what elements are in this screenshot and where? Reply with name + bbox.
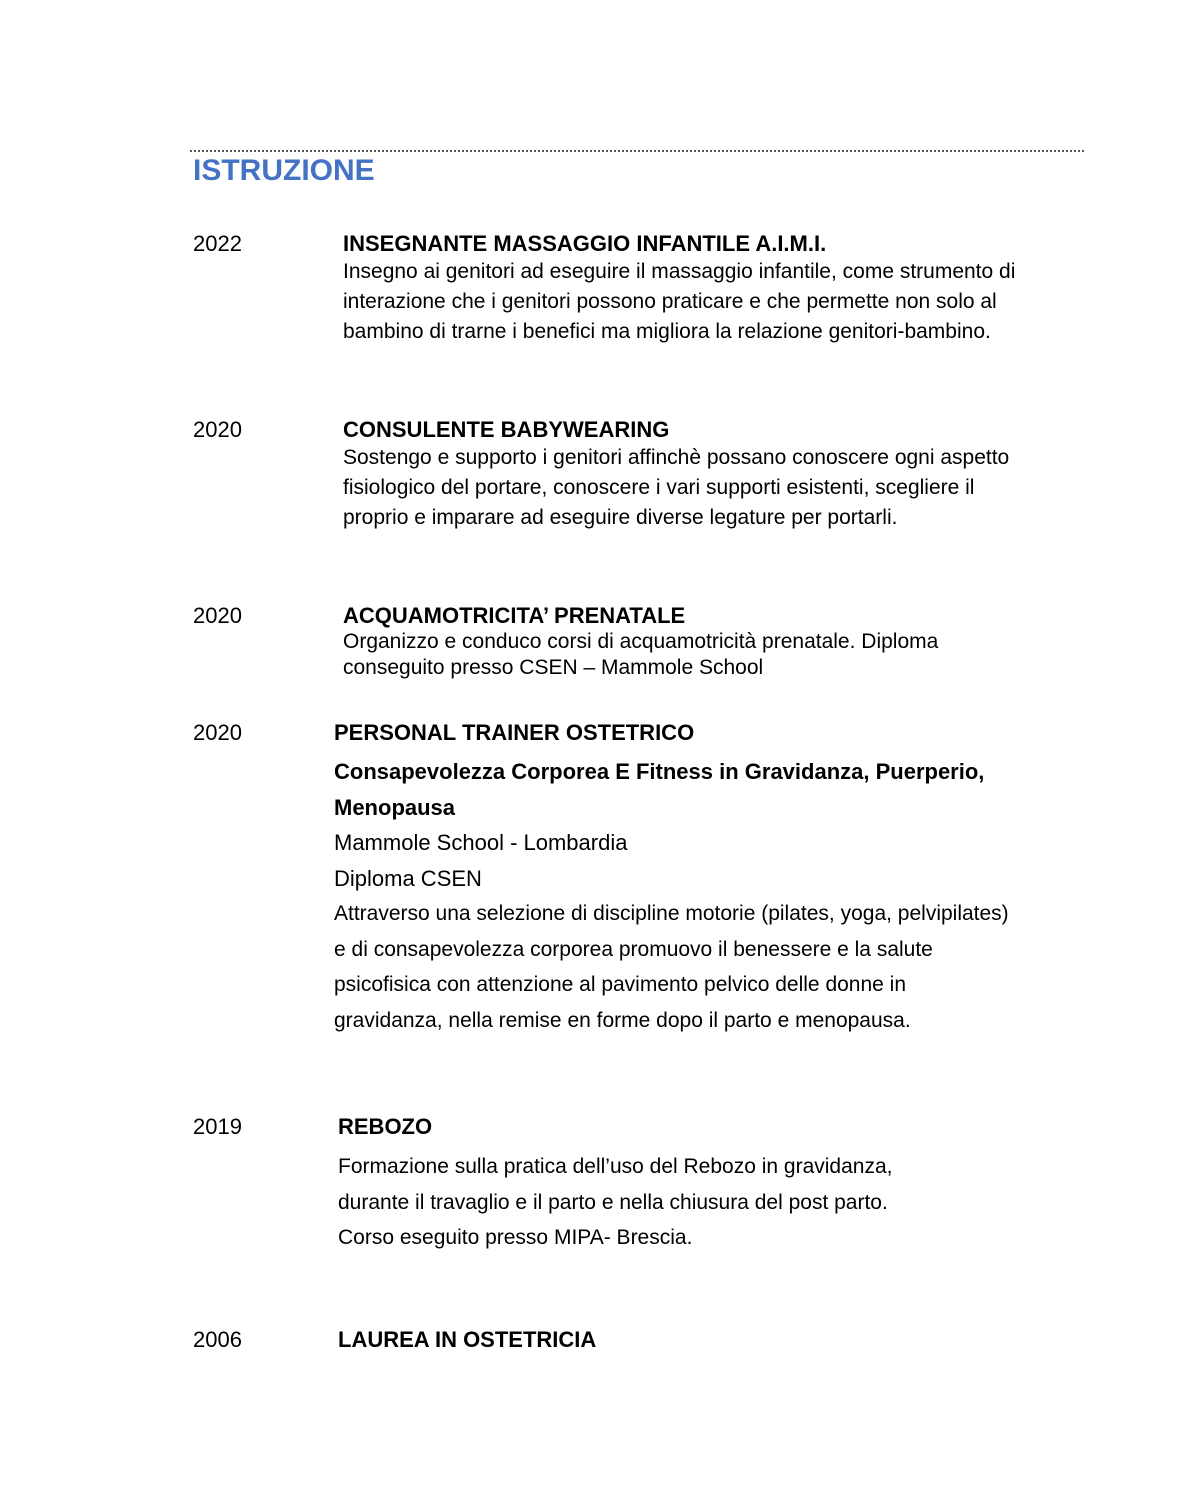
entry-description-line: e di consapevolezza corporea promuovo il benessere e la salute <box>334 937 933 961</box>
entry-description-line: Organizzo e conduco corsi di acquamotricità prenatale. Diploma <box>343 630 939 653</box>
entry-subtitle: Consapevolezza Corporea E Fitness in Gravidanza, Puerperio, <box>334 759 985 784</box>
entry-description-line: gravidanza, nella remise en forme dopo il parto e menopausa. <box>334 1008 911 1032</box>
entry-description-line: Attraverso una selezione di discipline motorie (pilates, yoga, pelvipilates) <box>334 902 1009 925</box>
entry-year: 2020 <box>193 417 242 442</box>
entry-description-line: Formazione sulla pratica dell’uso del Rebozo in gravidanza, <box>338 1155 893 1178</box>
entry-year: 2022 <box>193 231 242 256</box>
entry-description-line: proprio e imparare ad eseguire diverse legature per portarli. <box>343 506 898 529</box>
entry-year: 2020 <box>193 603 242 628</box>
entry-title: CONSULENTE BABYWEARING <box>343 417 670 442</box>
entry-description-line: interazione che i genitori possono praticare e che permette non solo al <box>343 290 997 313</box>
entry-school: Mammole School - Lombardia <box>334 830 628 855</box>
entry-title: ACQUAMOTRICITA’ PRENATALE <box>343 603 686 628</box>
entry-year: 2020 <box>193 720 242 745</box>
entry-title: PERSONAL TRAINER OSTETRICO <box>334 720 695 745</box>
entry-description-line: conseguito presso CSEN – Mammole School <box>343 656 764 679</box>
entry-year: 2006 <box>193 1327 242 1352</box>
entry-description-line: Insegno ai genitori ad eseguire il massaggio infantile, come strumento di <box>343 260 1016 283</box>
entry-year: 2019 <box>193 1114 242 1139</box>
entry-description-line: fisiologico del portare, conoscere i vari supporti esistenti, scegliere il <box>343 476 975 499</box>
dotted-divider <box>190 150 1084 152</box>
entry-title: LAUREA IN OSTETRICIA <box>338 1327 597 1352</box>
entry-description-line: psicofisica con attenzione al pavimento pelvico delle donne in <box>334 973 907 996</box>
entry-description-line: durante il travaglio e il parto e nella chiusura del post parto. <box>338 1190 888 1214</box>
entry-diploma: Diploma CSEN <box>334 865 482 891</box>
entry-title: REBOZO <box>338 1114 433 1139</box>
entry-description-line: Sostengo e supporto i genitori affinchè possano conoscere ogni aspetto <box>343 446 1010 469</box>
section-heading: ISTRUZIONE <box>193 154 375 187</box>
entry-subtitle: Menopausa <box>334 794 456 820</box>
entry-description-line: Corso eseguito presso MIPA- Brescia. <box>338 1226 693 1249</box>
entry-description-line: bambino di trarne i benefici ma migliora la relazione genitori-bambino. <box>343 320 991 343</box>
entry-title: INSEGNANTE MASSAGGIO INFANTILE A.I.M.I. <box>343 231 827 256</box>
